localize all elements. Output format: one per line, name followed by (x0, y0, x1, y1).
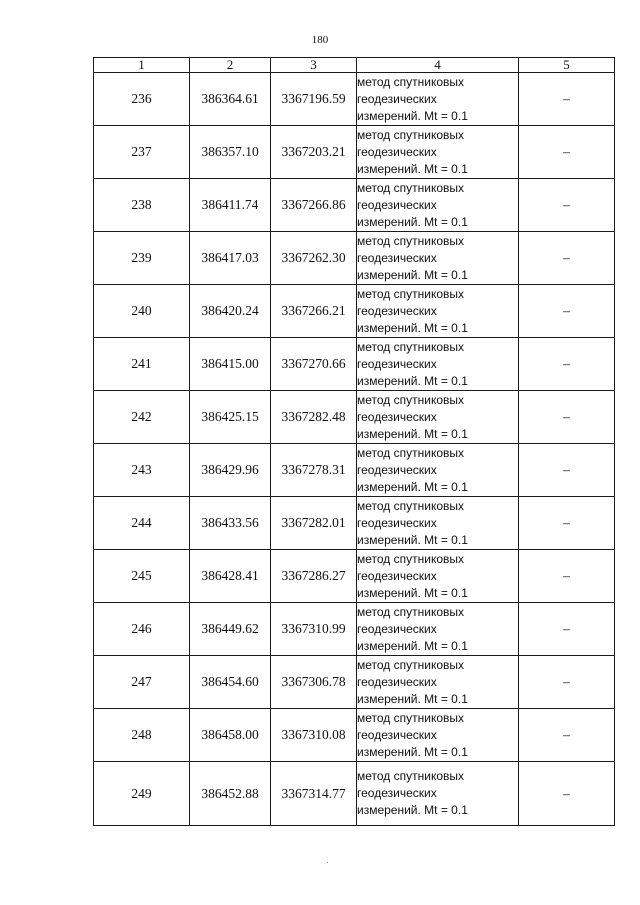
method-line: метод спутниковых (357, 74, 465, 89)
column-header-point-number: 1 (94, 58, 190, 73)
method-line: геодезических (357, 568, 437, 583)
column-header-y-coordinate: 3 (271, 58, 357, 73)
table-row (94, 73, 615, 126)
scan-speck (327, 862, 328, 863)
point-number-cell: 239 (94, 232, 190, 285)
note-cell: – (519, 338, 615, 391)
x-coordinate-cell: 386454.60 (190, 656, 271, 709)
method-cell (357, 232, 519, 285)
method-line: метод спутниковых (357, 498, 465, 513)
point-number-cell: 236 (94, 73, 190, 126)
table-row (94, 444, 615, 497)
y-coordinate-cell: 3367196.59 (271, 73, 357, 126)
x-coordinate-cell: 386417.03 (190, 232, 271, 285)
method-line: геодезических (357, 356, 437, 371)
method-line: измерений. Mt = 0.1 (357, 803, 468, 817)
point-number-cell: 245 (94, 550, 190, 603)
x-coordinate-cell: 386458.00 (190, 709, 271, 762)
header-row (94, 58, 615, 73)
method-line: метод спутниковых (357, 180, 465, 195)
y-coordinate-cell: 3367282.01 (271, 497, 357, 550)
y-coordinate-cell: 3367270.66 (271, 338, 357, 391)
table-row (94, 656, 615, 709)
method-cell (357, 497, 519, 550)
y-coordinate-cell: 3367286.27 (271, 550, 357, 603)
column-header-method: 4 (357, 58, 519, 73)
method-line: метод спутниковых (357, 233, 465, 248)
y-coordinate-cell: 3367306.78 (271, 656, 357, 709)
method-cell (357, 179, 519, 232)
point-number-cell: 237 (94, 126, 190, 179)
y-coordinate-cell: 3367310.08 (271, 709, 357, 762)
point-number-cell: 248 (94, 709, 190, 762)
x-coordinate-cell: 386357.10 (190, 126, 271, 179)
method-line: измерений. Mt = 0.1 (357, 161, 468, 176)
method-line: метод спутниковых (357, 286, 465, 301)
x-coordinate-cell: 386415.00 (190, 338, 271, 391)
method-line: метод спутниковых (357, 445, 465, 460)
x-coordinate-cell: 386452.88 (190, 762, 271, 826)
table-row (94, 550, 615, 603)
table-row (94, 709, 615, 762)
x-coordinate-cell: 386429.96 (190, 444, 271, 497)
y-coordinate-cell: 3367266.86 (271, 179, 357, 232)
method-cell (357, 709, 519, 762)
method-line: метод спутниковых (357, 392, 465, 407)
table-row (94, 603, 615, 656)
method-cell (357, 338, 519, 391)
point-number-cell: 240 (94, 285, 190, 338)
x-coordinate-cell: 386411.74 (190, 179, 271, 232)
table-row (94, 285, 615, 338)
note-cell: – (519, 603, 615, 656)
method-line: геодезических (357, 250, 437, 265)
point-number-cell: 244 (94, 497, 190, 550)
method-line: измерений. Mt = 0.1 (357, 267, 468, 282)
x-coordinate-cell: 386433.56 (190, 497, 271, 550)
table-row (94, 497, 615, 550)
y-coordinate-cell: 3367266.21 (271, 285, 357, 338)
method-cell (357, 391, 519, 444)
method-cell (357, 656, 519, 709)
point-number-cell: 241 (94, 338, 190, 391)
method-line: геодезических (357, 91, 437, 106)
x-coordinate-cell: 386425.15 (190, 391, 271, 444)
note-cell: – (519, 179, 615, 232)
y-coordinate-cell: 3367203.21 (271, 126, 357, 179)
y-coordinate-cell: 3367278.31 (271, 444, 357, 497)
method-line: геодезических (357, 786, 437, 800)
method-line: измерений. Mt = 0.1 (357, 108, 468, 123)
method-line: геодезических (357, 621, 437, 636)
point-number-cell: 243 (94, 444, 190, 497)
method-line: метод спутниковых (357, 339, 465, 354)
method-line: геодезических (357, 515, 437, 530)
method-cell (357, 285, 519, 338)
column-header-note: 5 (519, 58, 615, 73)
method-cell (357, 603, 519, 656)
y-coordinate-cell: 3367262.30 (271, 232, 357, 285)
table-row (94, 338, 615, 391)
method-line: метод спутниковых (357, 769, 465, 783)
method-line: измерений. Mt = 0.1 (357, 585, 468, 600)
method-cell (357, 126, 519, 179)
table-row (94, 391, 615, 444)
note-cell: – (519, 444, 615, 497)
method-line: геодезических (357, 144, 437, 159)
point-number-cell: 246 (94, 603, 190, 656)
method-line: измерений. Mt = 0.1 (357, 426, 468, 441)
method-line: измерений. Mt = 0.1 (357, 479, 468, 494)
x-coordinate-cell: 386428.41 (190, 550, 271, 603)
method-line: измерений. Mt = 0.1 (357, 214, 468, 229)
x-coordinate-cell: 386420.24 (190, 285, 271, 338)
point-number-cell: 238 (94, 179, 190, 232)
method-cell (357, 444, 519, 497)
method-line: геодезических (357, 674, 437, 689)
method-line: метод спутниковых (357, 551, 465, 566)
table-body (94, 73, 615, 826)
method-line: измерений. Mt = 0.1 (357, 320, 468, 335)
method-cell (357, 73, 519, 126)
method-line: геодезических (357, 409, 437, 424)
point-number-cell: 247 (94, 656, 190, 709)
note-cell: – (519, 497, 615, 550)
note-cell: – (519, 550, 615, 603)
method-line: измерений. Mt = 0.1 (357, 373, 468, 388)
table-row (94, 126, 615, 179)
method-line: геодезических (357, 303, 437, 318)
table-row (94, 762, 615, 826)
note-cell: – (519, 391, 615, 444)
method-line: измерений. Mt = 0.1 (357, 638, 468, 653)
y-coordinate-cell: 3367310.99 (271, 603, 357, 656)
point-number-cell: 249 (94, 762, 190, 826)
note-cell: – (519, 762, 615, 826)
table-row (94, 179, 615, 232)
table-row (94, 232, 615, 285)
note-cell: – (519, 656, 615, 709)
note-cell: – (519, 232, 615, 285)
method-line: метод спутниковых (357, 710, 465, 725)
column-header-x-coordinate: 2 (190, 58, 271, 73)
coordinates-table (93, 57, 615, 826)
note-cell: – (519, 126, 615, 179)
method-line: метод спутниковых (357, 604, 465, 619)
y-coordinate-cell: 3367282.48 (271, 391, 357, 444)
method-line: измерений. Mt = 0.1 (357, 744, 468, 759)
page-number: 180 (311, 34, 329, 46)
method-line: геодезических (357, 197, 437, 212)
table-header (94, 58, 615, 73)
method-line: измерений. Mt = 0.1 (357, 532, 468, 547)
method-cell (357, 762, 519, 826)
method-line: геодезических (357, 727, 437, 742)
point-number-cell: 242 (94, 391, 190, 444)
method-line: метод спутниковых (357, 127, 465, 142)
method-line: измерений. Mt = 0.1 (357, 691, 468, 706)
method-line: метод спутниковых (357, 657, 465, 672)
method-cell (357, 550, 519, 603)
y-coordinate-cell: 3367314.77 (271, 762, 357, 826)
note-cell: – (519, 73, 615, 126)
x-coordinate-cell: 386449.62 (190, 603, 271, 656)
x-coordinate-cell: 386364.61 (190, 73, 271, 126)
note-cell: – (519, 709, 615, 762)
note-cell: – (519, 285, 615, 338)
method-line: геодезических (357, 462, 437, 477)
